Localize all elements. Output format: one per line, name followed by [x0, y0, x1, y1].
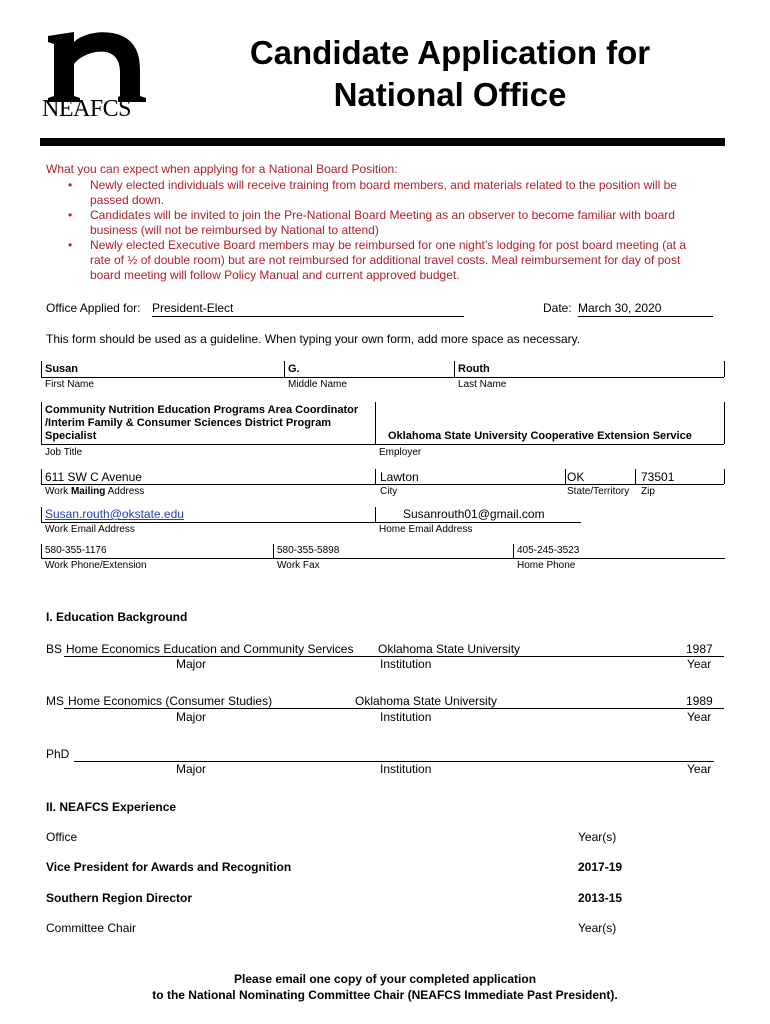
- first-name-field[interactable]: Susan: [45, 363, 79, 375]
- office-entry: Southern Region Director: [46, 891, 193, 905]
- home-phone-field[interactable]: 405-245-3523: [517, 545, 580, 556]
- office-applied-field[interactable]: President-Elect: [152, 301, 464, 317]
- page-title-line-1: Candidate Application for: [249, 34, 651, 71]
- state-label: State/Territory: [567, 486, 630, 497]
- work-email-link[interactable]: Susan.routh@okstate.edu: [45, 507, 184, 521]
- employer-label: Employer: [379, 447, 422, 458]
- title-rule: [40, 138, 725, 146]
- last-name-field[interactable]: Routh: [458, 363, 490, 375]
- job-title-label: Job Title: [45, 447, 83, 458]
- home-email-field[interactable]: Susanrouth01@gmail.com: [403, 507, 545, 521]
- date-field[interactable]: March 30, 2020: [578, 301, 713, 317]
- date-label: Date:: [543, 301, 572, 315]
- years-column-label: Year(s): [578, 830, 617, 844]
- street-label: Work Mailing Address: [45, 486, 145, 497]
- degree-label: PhD: [46, 747, 70, 761]
- middle-name-label: Middle Name: [288, 379, 347, 390]
- employer-field[interactable]: Oklahoma State University Cooperative Extension Service: [388, 430, 692, 442]
- last-name-label: Last Name: [458, 379, 507, 390]
- intro-heading: What you can expect when applying for a National Board Position:: [46, 162, 398, 176]
- major-field[interactable]: Home Economics (Consumer Studies): [68, 694, 273, 708]
- office-column-label: Office: [46, 830, 78, 844]
- experience-heading: II. NEAFCS Experience: [46, 800, 177, 814]
- intro-bullets: [44, 178, 734, 283]
- year-field[interactable]: 1987: [686, 642, 713, 656]
- work-fax-field[interactable]: 580-355-5898: [277, 545, 340, 556]
- work-phone-label: Work Phone/Extension: [45, 560, 147, 571]
- street-field[interactable]: 611 SW C Avenue: [45, 470, 142, 484]
- major-caption: Major: [176, 710, 207, 724]
- institution-caption: Institution: [380, 657, 432, 671]
- office-entry: Vice President for Awards and Recognition: [46, 860, 292, 874]
- page-title-line-2: National Office: [333, 76, 567, 113]
- year-field[interactable]: 1989: [686, 694, 713, 708]
- guideline-note: This form should be used as a guideline. When typing your own form, add more space as necessary.: [46, 332, 581, 346]
- degree-label: MS: [46, 694, 64, 708]
- home-email-label: Home Email Address: [379, 524, 473, 535]
- city-label: City: [380, 486, 398, 497]
- logo-text: NEAFCS: [42, 96, 132, 122]
- work-fax-label: Work Fax: [277, 560, 320, 571]
- office-years-entry: 2017-19: [578, 860, 623, 874]
- work-phone-field[interactable]: 580-355-1176: [45, 545, 107, 556]
- major-field[interactable]: Home Economics Education and Community Services: [66, 642, 354, 656]
- state-field[interactable]: OK: [567, 470, 585, 484]
- year-caption: Year: [687, 657, 712, 671]
- zip-label: Zip: [641, 486, 655, 497]
- major-caption: Major: [176, 762, 207, 776]
- institution-caption: Institution: [380, 762, 432, 776]
- institution-field[interactable]: Oklahoma State University: [378, 642, 521, 656]
- institution-field[interactable]: Oklahoma State University: [355, 694, 498, 708]
- year-caption: Year: [687, 762, 712, 776]
- first-name-label: First Name: [45, 379, 94, 390]
- education-heading: I. Education Background: [46, 610, 188, 624]
- intro-bullet: • Candidates will be invited to join the Pre-National Board Meeting as an observer to become familiar with board business (will not be reimbursed by National to attend): [44, 208, 734, 238]
- intro-bullet: • Newly elected Executive Board members may be reimbursed for one night’s lodging for post board meeting (at a rate of ½ of double room) but are not reimbursed for additional travel costs. Meal reimbursement for day of post board meeting will follow Policy Manual and current approved budget.: [44, 238, 734, 283]
- footer-line-2: to the National Nominating Committee Chair (NEAFCS Immediate Past President).: [152, 988, 618, 1002]
- year-caption: Year: [687, 710, 712, 724]
- job-title-field[interactable]: Community Nutrition Education Programs Area Coordinator /Interim Family & Consumer Sciences District Program Specialist: [45, 404, 359, 442]
- intro-bullet: • Newly elected individuals will receive training from board members, and materials related to the position will be passed down.: [44, 178, 734, 208]
- committee-years-label: Year(s): [578, 921, 617, 935]
- middle-name-field[interactable]: G.: [288, 363, 300, 375]
- zip-field[interactable]: 73501: [641, 470, 675, 484]
- neafcs-logo: [40, 28, 156, 128]
- major-caption: Major: [176, 657, 207, 671]
- home-phone-label: Home Phone: [517, 560, 576, 571]
- institution-caption: Institution: [380, 710, 432, 724]
- city-field[interactable]: Lawton: [380, 470, 419, 484]
- degree-label: BS: [46, 642, 63, 656]
- office-years-entry: 2013-15: [578, 891, 623, 905]
- work-email-label: Work Email Address: [45, 524, 135, 535]
- footer-line-1: Please email one copy of your completed application: [233, 972, 537, 986]
- committee-chair-label: Committee Chair: [46, 921, 137, 935]
- office-applied-label: Office Applied for:: [46, 301, 141, 315]
